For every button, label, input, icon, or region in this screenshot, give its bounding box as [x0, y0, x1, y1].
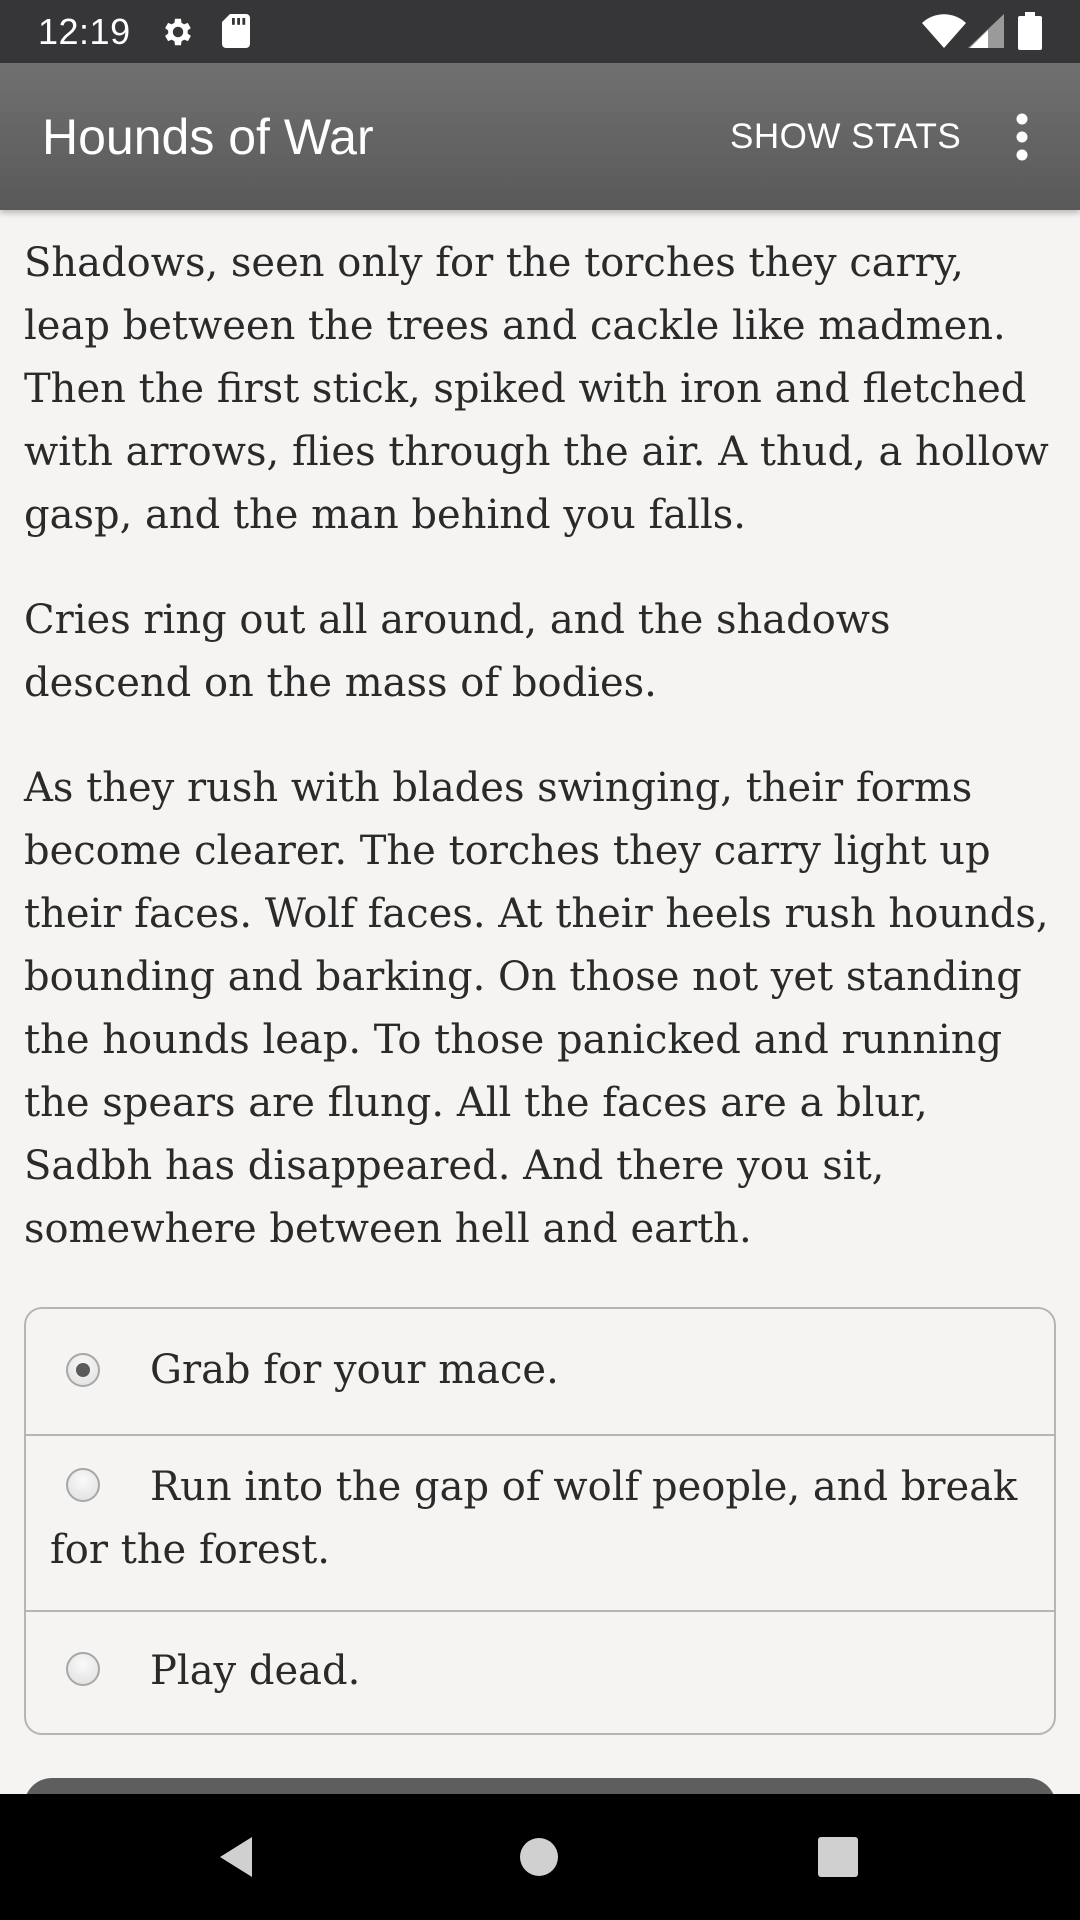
- battery-icon: [1018, 12, 1042, 50]
- story-paragraph: Cries ring out all around, and the shadows descend on the mass of bodies.: [24, 597, 891, 706]
- choice-label: Play dead.: [150, 1648, 361, 1694]
- app-bar: [0, 63, 1080, 210]
- story-paragraph: As they rush with blades swinging, their forms become clearer. The torches they carry light up their faces. Wolf faces. At their heels rush hounds, bounding and barking. On those not yet standing the hounds leap. To those panicked and running the spears are flung. All the faces are a blur, Sadbh has disappeared. And there you sit, somewhere between hell and earth.: [24, 765, 1049, 1252]
- back-button[interactable]: [206, 1824, 272, 1890]
- choice-list: [24, 1307, 1056, 1735]
- signal-icon: [968, 14, 1004, 48]
- choice-option[interactable]: [26, 1309, 1054, 1433]
- radio-icon[interactable]: [66, 1468, 100, 1502]
- back-icon: [206, 1824, 272, 1890]
- home-button[interactable]: [506, 1824, 572, 1890]
- home-icon: [506, 1824, 572, 1890]
- wifi-icon: [922, 14, 966, 48]
- show-stats-button[interactable]: SHOW STATS: [714, 107, 977, 167]
- navigation-bar: [0, 1794, 1080, 1920]
- choice-label: Grab for your mace.: [150, 1347, 559, 1393]
- status-bar: [0, 0, 1080, 63]
- sd-card-icon: [222, 14, 250, 48]
- app-title: Hounds of War: [42, 109, 374, 165]
- radio-icon[interactable]: [66, 1652, 100, 1686]
- radio-selected-icon[interactable]: [66, 1353, 100, 1387]
- choice-option[interactable]: [26, 1610, 1054, 1735]
- story-paragraph: Shadows, seen only for the torches they carry, leap between the trees and cackle like madmen. Then the first stick, spiked with iron and fletched with arrows, flies through the air. A thud, a hollow gasp, and the man behind you falls.: [24, 240, 1049, 538]
- more-options-button[interactable]: [1000, 105, 1044, 169]
- more-vert-icon: [1000, 105, 1044, 169]
- gear-icon: [160, 14, 196, 50]
- recents-button[interactable]: [805, 1824, 871, 1890]
- recents-icon: [805, 1824, 871, 1890]
- choice-option[interactable]: [26, 1434, 1054, 1609]
- status-time: 12:19: [38, 11, 131, 52]
- story-content: [24, 232, 1058, 1303]
- choice-label: Run into the gap of wolf people, and break for the forest.: [50, 1464, 1018, 1573]
